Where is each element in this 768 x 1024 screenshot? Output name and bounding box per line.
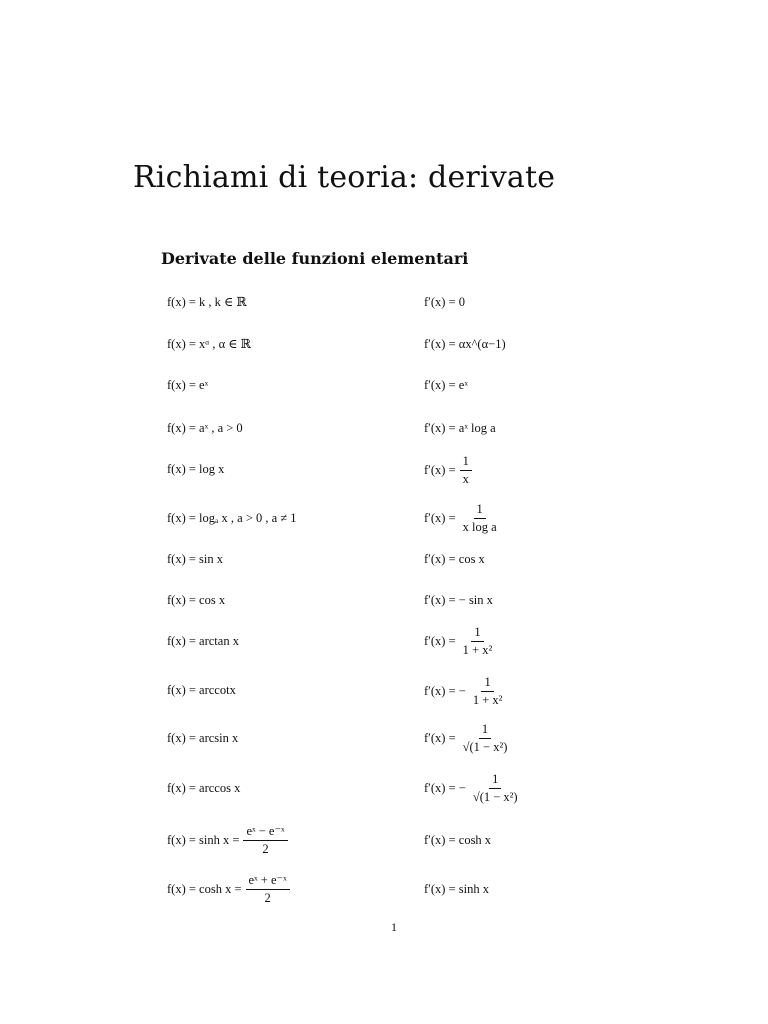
function-formula: f(x) = eˣ: [167, 377, 209, 392]
function-formula: f(x) = sin x: [167, 551, 223, 566]
page-number: 1: [391, 920, 397, 934]
derivative-cell: [424, 621, 495, 661]
fraction-denominator: √(1 − x²): [472, 789, 518, 804]
fraction-numerator: 1: [479, 722, 491, 738]
function-formula: f(x) = arccos x: [167, 780, 241, 795]
function-cell: [167, 292, 247, 312]
function-formula: f(x) = aˣ , a > 0: [167, 420, 243, 435]
function-prefix: f(x) = sinh x =: [167, 832, 240, 847]
function-cell: [167, 820, 288, 860]
fraction-denominator: 1 + x²: [472, 692, 503, 707]
function-formula: f(x) = k , k ∈ ℝ: [167, 295, 247, 309]
function-formula: f(x) = cos x: [167, 592, 226, 607]
function-formula: f(x) = arccotx: [167, 682, 236, 697]
derivative-formula: f′(x) = cosh x: [424, 832, 492, 847]
derivative-cell: [424, 375, 468, 395]
fraction-numerator: 1: [474, 502, 486, 518]
function-cell: [167, 869, 290, 909]
fraction: [460, 454, 472, 486]
derivative-prefix: f′(x) =: [424, 510, 456, 525]
function-cell: [167, 459, 224, 479]
derivative-cell: [424, 590, 493, 610]
fraction: [460, 722, 511, 754]
derivative-prefix: f′(x) =: [424, 462, 456, 477]
derivative-prefix: f′(x) =: [424, 633, 456, 648]
derivative-cell: [424, 671, 505, 711]
function-cell: [167, 631, 239, 651]
derivative-cell: [424, 498, 500, 538]
derivative-formula: f′(x) = aˣ log a: [424, 420, 496, 435]
fraction: [460, 502, 500, 534]
function-cell: [167, 680, 236, 700]
derivative-cell: [424, 768, 521, 808]
fraction-numerator: eˣ − e⁻ˣ: [243, 824, 287, 840]
function-cell: [167, 778, 240, 798]
fraction: [246, 873, 290, 905]
fraction-denominator: x log a: [462, 519, 497, 534]
fraction: [470, 675, 506, 707]
derivative-cell: [424, 292, 465, 312]
function-formula: f(x) = logₐ x , a > 0 , a ≠ 1: [167, 510, 297, 525]
fraction-numerator: 1: [481, 675, 493, 691]
derivative-prefix: f′(x) = −: [424, 683, 466, 698]
function-cell: [167, 728, 238, 748]
derivative-cell: [424, 879, 489, 899]
page-title: Richiami di teoria: derivate: [133, 160, 556, 195]
function-cell: [167, 508, 297, 528]
function-prefix: f(x) = cosh x =: [167, 881, 242, 896]
fraction: [460, 625, 496, 657]
function-formula: f(x) = log x: [167, 461, 225, 476]
fraction-denominator: x: [462, 471, 469, 486]
function-cell: [167, 334, 251, 354]
function-formula: f(x) = arctan x: [167, 633, 239, 648]
fraction-numerator: 1: [471, 625, 483, 641]
function-cell: [167, 418, 243, 438]
derivative-formula: f′(x) = eˣ: [424, 377, 468, 392]
derivative-cell: [424, 718, 510, 758]
function-formula: f(x) = xᵅ , α ∈ ℝ: [167, 337, 252, 351]
fraction: [470, 772, 521, 804]
derivative-formula: f′(x) = 0: [424, 294, 466, 309]
derivative-cell: [424, 418, 496, 438]
derivative-cell: [424, 549, 485, 569]
derivative-cell: [424, 334, 506, 354]
derivative-formula: f′(x) = − sin x: [424, 592, 493, 607]
fraction-denominator: 2: [264, 890, 271, 905]
fraction-denominator: √(1 − x²): [462, 739, 508, 754]
fraction-numerator: 1: [460, 454, 472, 470]
function-formula: f(x) = arcsin x: [167, 730, 239, 745]
fraction-numerator: 1: [489, 772, 501, 788]
derivative-formula: f′(x) = cos x: [424, 551, 485, 566]
derivative-formula: f′(x) = sinh x: [424, 881, 489, 896]
fraction-numerator: eˣ + e⁻ˣ: [246, 873, 290, 889]
derivative-cell: [424, 450, 472, 490]
function-cell: [167, 590, 225, 610]
section-title: Derivate delle funzioni elementari: [161, 249, 469, 268]
derivative-cell: [424, 830, 491, 850]
derivative-prefix: f′(x) =: [424, 730, 456, 745]
function-cell: [167, 375, 208, 395]
fraction-denominator: 2: [262, 841, 269, 856]
fraction-denominator: 1 + x²: [462, 642, 493, 657]
derivative-formula: f′(x) = αx^(α−1): [424, 336, 506, 351]
function-cell: [167, 549, 223, 569]
derivative-prefix: f′(x) = −: [424, 780, 466, 795]
fraction: [243, 824, 287, 856]
